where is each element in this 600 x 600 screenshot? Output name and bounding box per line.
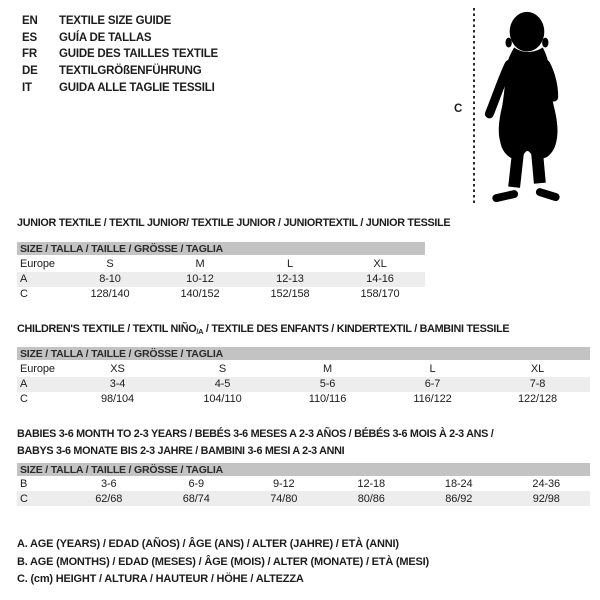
table-cell: L [286,257,294,270]
babies-section-heading [17,426,493,459]
lang-row-fr [22,46,218,63]
table-cell: 3-4 [65,377,170,392]
babies-heading-line1: BABIES 3-6 MONTH TO 2-3 YEARS / BEBÉS 3-6 MESES A 2-3 AÑOS / BÉBÉS 3-6 MOIS À 2-3 ANS / [17,428,494,440]
table-cell: 14-16 [335,272,425,287]
table-cell: 116/122 [413,393,452,405]
table-cell: 74/80 [240,491,328,506]
table-cell: 6-7 [380,377,485,392]
table-cell: 80/86 [328,491,416,506]
table-cell: 122/128 [517,393,558,405]
table-cell: 5-6 [275,377,380,392]
table-cell: 8-10 [65,272,155,287]
lang-title: TEXTILGRÖßENFÜHRUNG [59,65,202,78]
table-cell: XS [110,362,125,375]
table-cell: C [20,288,28,300]
table-cell: 86/92 [415,491,503,506]
table-cell: A [17,377,65,392]
table-cell: 152/158 [270,288,310,300]
babies-size-table [17,463,590,506]
table-cell: M [322,362,333,375]
children-heading-subscript: /A [196,327,204,336]
table-cell: B [20,477,28,490]
table-cell: C [20,393,28,405]
table-cell: 158/170 [360,288,400,300]
table-cell: 140/152 [180,288,220,300]
children-heading-prefix: CHILDREN'S TEXTILE / TEXTIL NIÑO [17,323,197,335]
table-cell: 110/116 [308,393,347,405]
table-cell: 12-13 [245,272,335,287]
table-cell: 4-5 [170,377,275,392]
lang-code: ES [22,31,37,44]
table-cell: Europe [20,362,55,375]
language-title-list [22,13,218,96]
lang-code: DE [22,65,38,78]
children-section-heading [17,321,509,341]
baby-silhouette-icon [480,3,570,206]
table-cell: Europe [20,257,55,270]
lang-row-es [22,30,218,47]
lang-title: GUIDE DES TAILLES TEXTILE [59,48,218,61]
lang-row-it [22,79,218,96]
footnote-age-years: A. AGE (YEARS) / EDAD (AÑOS) / ÂGE (ANS) / ALTER (JAHRE) / ETÀ (ANNI) [17,538,399,550]
lang-row-en [22,13,218,30]
junior-section-heading: JUNIOR TEXTILE / TEXTIL JUNIOR/ TEXTILE JUNIOR / JUNIORTEXTIL / JUNIOR TESSILE [17,217,451,229]
babies-heading-line2: BABYS 3-6 MONATE BIS 2-3 JAHRE / BAMBINI 3-6 MESI A 2-3 ANNI [17,444,345,457]
table-cell: 68/74 [153,491,241,506]
height-measure-label: C [454,103,463,115]
height-measure-dashed-line [473,8,475,206]
lang-title: TEXTILE SIZE GUIDE [59,15,172,28]
table-cell: L [429,362,436,375]
table-cell: S [106,257,114,270]
size-header-bar: SIZE / TALLA / TAILLE / GRÖSSE / TAGLIA [17,463,590,476]
table-cell: XL [373,257,387,270]
size-header-bar: SIZE / TALLA / TAILLE / GRÖSSE / TAGLIA [17,347,590,360]
table-cell: 7-8 [485,377,590,392]
lang-code: IT [22,81,32,94]
footnote-age-months: B. AGE (MONTHS) / EDAD (MESES) / ÂGE (MOIS) / ALTER (MONATE) / ETÀ (MESI) [17,555,429,568]
table-cell: 3-6 [100,477,117,490]
table-cell: 104/110 [203,393,242,405]
table-cell: M [195,257,205,270]
table-cell: 12-18 [357,477,386,490]
table-cell: 9-12 [272,477,295,490]
table-cell: A [17,272,65,287]
lang-title: GUÍA DE TALLAS [59,31,152,44]
table-cell: 62/68 [65,491,153,506]
table-cell: XL [530,362,545,375]
junior-size-table [17,242,425,302]
footnote-height-cm: C. (cm) HEIGHT / ALTURA / HAUTEUR / HÖHE / ALTEZZA [17,573,304,586]
table-cell: 92/98 [503,491,591,506]
children-heading-suffix: / TEXTILE DES ENFANTS / KINDERTEXTIL / BAMBINI TESSILE [203,323,510,335]
size-header-bar: SIZE / TALLA / TAILLE / GRÖSSE / TAGLIA [17,242,425,255]
table-cell: 24-36 [532,477,561,490]
children-size-table [17,347,590,407]
table-cell: C [17,491,65,506]
legend-footnotes [17,536,429,589]
lang-row-de [22,63,218,80]
lang-code: EN [22,15,38,28]
table-cell: 128/140 [90,288,130,300]
table-cell: 6-9 [188,477,205,490]
table-cell: 18-24 [444,477,473,490]
table-cell: S [218,362,227,375]
table-cell: 10-12 [155,272,245,287]
table-cell: 98/104 [100,393,135,405]
lang-code: FR [22,48,37,61]
lang-title: GUIDA ALLE TAGLIE TESSILI [59,81,215,94]
